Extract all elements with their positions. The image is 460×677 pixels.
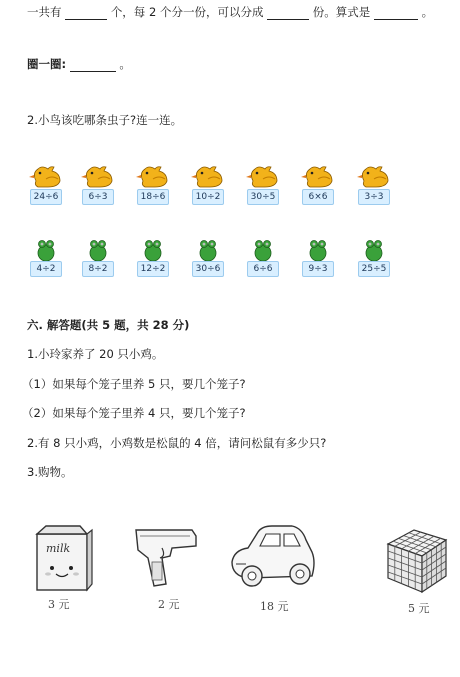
bug-card[interactable] [356, 235, 392, 277]
bug-expression: 8÷2 [82, 261, 114, 277]
milk-price: 3 元 [48, 598, 70, 611]
text-part-a: 一共有 [27, 5, 62, 19]
bug-icon [245, 235, 281, 263]
circle-label: 圈一圈: [27, 57, 67, 71]
bird-icon [80, 163, 116, 191]
bug-icon [80, 235, 116, 263]
toy-gun-icon [132, 522, 202, 592]
bug-expression: 25÷5 [358, 261, 390, 277]
bug-card[interactable] [300, 235, 336, 277]
circle-end: 。 [119, 57, 131, 71]
bug-icon [28, 235, 64, 263]
bird-icon [28, 163, 64, 191]
bug-card[interactable] [28, 235, 64, 277]
problem-1-sub-2: （2）如果每个笼子里养 4 只，要几个笼子? [22, 406, 246, 420]
bug-card[interactable] [190, 235, 226, 277]
question-2-title: 2.小鸟该吃哪条虫子?连一连。 [27, 113, 183, 127]
bird-expression: 18÷6 [137, 189, 169, 205]
bug-expression: 9÷3 [302, 261, 334, 277]
bug-expression: 4÷2 [30, 261, 62, 277]
bird-expression: 10÷2 [192, 189, 224, 205]
shop-item-car [228, 522, 318, 617]
bird-card[interactable] [356, 163, 392, 205]
bird-icon [245, 163, 281, 191]
cube-price: 5 元 [408, 602, 430, 615]
bird-card[interactable] [28, 163, 64, 205]
bug-icon [300, 235, 336, 263]
bird-expression: 24÷6 [30, 189, 62, 205]
gun-price: 2 元 [158, 598, 180, 611]
bird-expression: 6×6 [302, 189, 334, 205]
shop-item-cube [384, 526, 450, 618]
rubiks-cube-icon [384, 526, 450, 596]
text-part-d: 。 [421, 5, 434, 19]
text-part-c: 份。算式是 [312, 5, 371, 19]
bug-expression: 12÷2 [137, 261, 169, 277]
circle-blank[interactable] [70, 59, 116, 72]
bird-card[interactable] [190, 163, 226, 205]
problem-2-title: 2.有 8 只小鸡，小鸡数是松鼠的 4 倍，请问松鼠有多少只? [27, 436, 327, 450]
bug-icon [135, 235, 171, 263]
bird-expression: 30÷5 [247, 189, 279, 205]
bird-card[interactable] [300, 163, 336, 205]
problem-1-sub-1: （1）如果每个笼子里养 5 只，要几个笼子? [22, 377, 246, 391]
bug-expression: 6÷6 [247, 261, 279, 277]
blank-3[interactable] [374, 7, 418, 20]
bug-icon [190, 235, 226, 263]
milk-label: milk [46, 542, 71, 555]
milk-carton-icon [34, 524, 94, 594]
fill-blank-line-1 [27, 4, 433, 20]
car-price: 18 元 [260, 600, 289, 613]
bird-expression: 6÷3 [82, 189, 114, 205]
problem-3-title: 3.购物。 [27, 465, 73, 479]
circle-line [27, 56, 131, 72]
problem-1-title: 1.小玲家养了 20 只小鸡。 [27, 347, 164, 361]
shop-item-gun [132, 522, 202, 614]
bird-expression: 3÷3 [358, 189, 390, 205]
bird-icon [135, 163, 171, 191]
bird-icon [190, 163, 226, 191]
bug-expression: 30÷6 [192, 261, 224, 277]
bird-icon [356, 163, 392, 191]
bug-card[interactable] [245, 235, 281, 277]
bird-card[interactable] [245, 163, 281, 205]
blank-1[interactable] [65, 7, 107, 20]
bird-icon [300, 163, 336, 191]
text-part-b: 个，每 2 个分一份，可以分成 [110, 5, 264, 19]
bird-card[interactable] [135, 163, 171, 205]
bird-card[interactable] [80, 163, 116, 205]
bug-icon [356, 235, 392, 263]
toy-car-icon [228, 522, 318, 594]
shop-item-milk [34, 524, 94, 614]
bug-card[interactable] [80, 235, 116, 277]
bug-card[interactable] [135, 235, 171, 277]
section-6-title: 六. 解答题(共 5 题，共 28 分) [27, 318, 190, 332]
blank-2[interactable] [267, 7, 309, 20]
